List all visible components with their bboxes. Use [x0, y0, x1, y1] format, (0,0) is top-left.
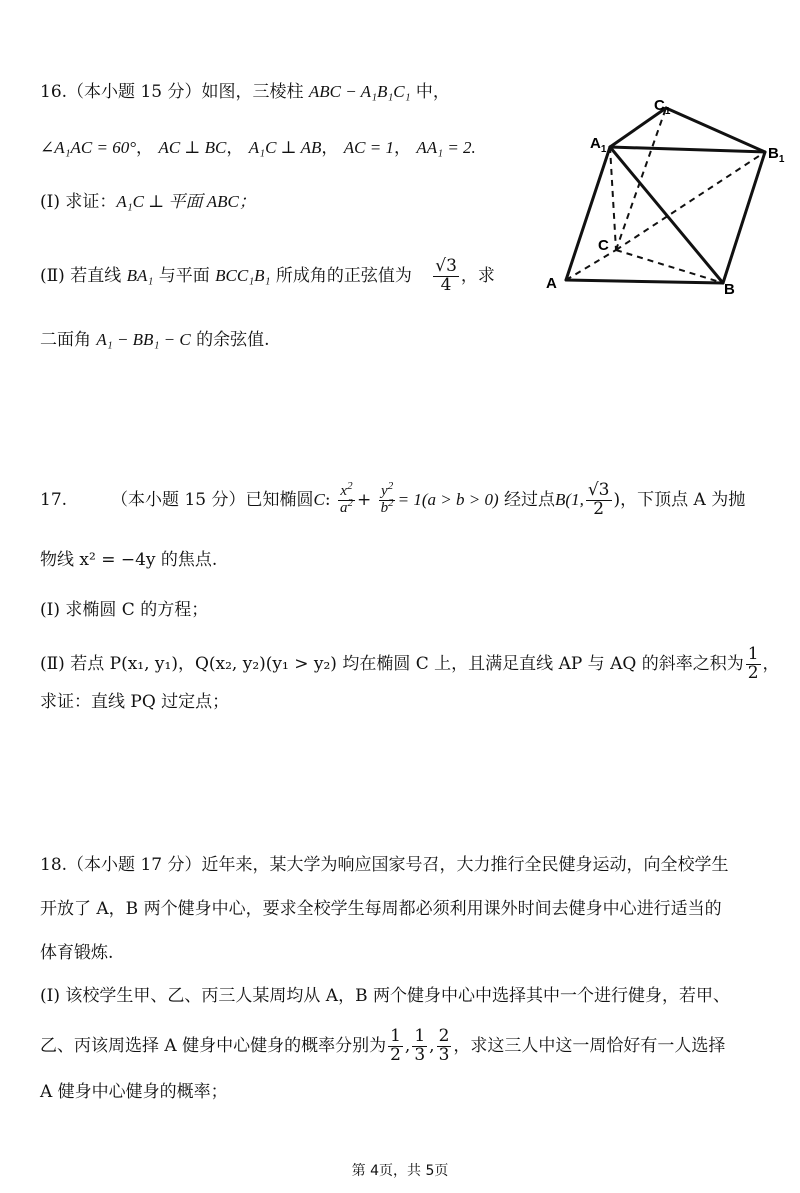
q18-part1-line1: (Ⅰ) 该校学生甲、乙、丙三人某周均从 A，B 两个健身中心中选择其中一个进行健身，若甲、 [40, 986, 730, 1006]
q16-part2-line2-b: 的余弦值. [190, 330, 270, 350]
q17-slope-den: 2 [747, 662, 759, 683]
q16-part1-text: 求证： [65, 192, 117, 212]
page-footer: 第 4页，共 5页 [351, 1163, 449, 1179]
edge-a-b [566, 280, 723, 283]
q16-part2-line2 [40, 328, 269, 352]
q16-cond-aa1: AA₁ = 2. [416, 138, 476, 157]
q17-point-b-den: 2 [593, 498, 605, 519]
q16-sine-den: 4 [440, 274, 452, 295]
q17-part2-end: ， [762, 653, 780, 674]
q17-number: 17. [40, 489, 68, 510]
q17-point-b-fraction [586, 482, 612, 519]
edge-a1-b1 [610, 147, 765, 152]
edge-b-b1 [723, 152, 765, 283]
q18-p1-num: 1 [390, 1026, 401, 1046]
q16-dihedral: A₁ − BB₁ − C [96, 330, 191, 349]
q16-score: （本小题 15 分） [67, 82, 202, 102]
q16-text: 如图，三棱柱 [201, 82, 309, 102]
q16-part2-label: (Ⅱ) [40, 265, 65, 286]
prism-figure [540, 90, 800, 305]
q18-part1-line2-a: 乙、丙该周选择 A 健身中心健身的概率分别为 [40, 1035, 387, 1056]
q16-cond-perp2: A₁C ⊥ AB [248, 138, 322, 157]
q16-number: 16. [40, 82, 68, 102]
q18-prob-2 [412, 1028, 427, 1065]
q17-point-b-num: √3 [587, 480, 610, 500]
q16-sep: ， [321, 138, 339, 158]
q16-cond-ac: AC = 1 [343, 138, 394, 157]
q17-part1: (Ⅰ) 求椭圆 C 的方程； [40, 600, 209, 620]
q17-slope-fraction [746, 646, 761, 683]
edge-a1-c [610, 147, 616, 250]
q16-part2-plane: BCC₁B₁ [215, 265, 271, 285]
q17-point-b: B(1, [555, 489, 584, 509]
edge-c1-b1 [666, 108, 765, 152]
q16-cond-perp1: AC ⊥ BC [158, 138, 227, 157]
q18-line-3: 体育锻炼. [40, 943, 114, 963]
q17-line-2: 物线 x² = −4y 的焦点. [40, 550, 218, 570]
q16-text-end: 中， [410, 82, 450, 102]
q16-sine-fraction [433, 258, 459, 295]
q16-conditions [40, 136, 476, 160]
q18-number: 18. [40, 855, 68, 875]
q17-part2-text: (Ⅱ) 若点 P(x₁, y₁)，Q(x₂, y₂)(y₁ > y₂) 均在椭圆 C 上，且满足直线 AP 与 AQ 的斜率之积为 [40, 653, 744, 674]
q17-x-term: $\frac{x^2}{a^2}$ [339, 480, 353, 516]
edge-c-c1 [616, 108, 666, 250]
q16-sep: ， [136, 138, 154, 158]
q16-part2 [40, 258, 495, 295]
edge-c-b [616, 250, 723, 283]
q16-part2-text-b: 与平面 [153, 265, 216, 286]
q18-comma: , [429, 1035, 435, 1056]
q18-p1-den: 2 [390, 1044, 401, 1065]
q16-part1 [40, 190, 256, 214]
q16-part1-expr: A₁C ⊥ 平面 ABC； [116, 192, 256, 211]
label-c: C [598, 237, 609, 254]
q16-part2-text-a: 若直线 [70, 265, 127, 286]
q18-part1-line2-b: ，求这三人中这一周恰好有一人选择 [453, 1035, 726, 1056]
edge-a1-b [610, 147, 723, 283]
label-b: B [724, 281, 735, 298]
edge-c-b1 [616, 152, 765, 250]
q18-line-2: 开放了 A，B 两个健身中心，要求全校学生每周都必须利用课外时间去健身中心进行适当的 [40, 899, 722, 919]
q17-text3: )，下顶点 A 为抛 [613, 489, 746, 510]
q18-line1-text: 近年来，某大学为响应国家号召，大力推行全民健身运动，向全校学生 [201, 855, 729, 875]
q17-ellipse-rhs: = 1(a > b > 0) [397, 489, 499, 509]
q18-part1-line2 [40, 1028, 725, 1065]
q18-p3-num: 2 [438, 1026, 450, 1046]
q17-y-term: $\frac{y^2}{b^2}$ [380, 480, 394, 516]
q16-sine-num: √3 [435, 256, 457, 276]
label-b1: $B_1$ [768, 145, 785, 165]
q17-part2-line2: 求证：直线 PQ 过定点； [40, 692, 230, 712]
q16-part2-text-c: 所成角的正弦值为 [270, 265, 412, 286]
q18-part1-line3: A 健身中心健身的概率； [40, 1082, 228, 1102]
q18-p3-den: 3 [438, 1044, 450, 1065]
q17-text1: 已知椭圆 [245, 489, 314, 510]
q16-part2-text-d: ，求 [460, 265, 495, 286]
q18-p2-num: 1 [414, 1026, 426, 1046]
q18-line-1 [40, 853, 729, 877]
q16-sep: ， [394, 138, 411, 158]
q16-prism-name: ABC − A₁B₁C₁ [308, 82, 411, 101]
q17-text2: 经过点 [504, 489, 556, 510]
label-a1: $A_1$ [590, 135, 607, 155]
label-c1: $C_1$ [654, 97, 671, 117]
q18-prob-1 [388, 1028, 403, 1065]
q16-line-1 [40, 80, 450, 104]
q17-slope-num: 1 [747, 644, 759, 664]
q17-score: （本小题 15 分） [111, 489, 246, 510]
q18-p2-den: 3 [414, 1044, 426, 1065]
q16-sep: ， [226, 138, 244, 158]
q16-part1-label: (Ⅰ) [40, 192, 60, 212]
q16-part2-line: BA₁ [126, 265, 154, 285]
q16-part2-line2-a: 二面角 [40, 330, 97, 350]
q17-line-1: 17. （本小题 15 分）已知椭圆C: $\frac{x^2}{a^2}$ + $\frac{y^2}{b^2}$ = 1(a > b > 0) 经过点B(1, $\frac{√3}{2}$ )，下顶点 A 为抛 [40, 480, 746, 519]
q18-prob-3 [437, 1028, 452, 1065]
q17-ellipse-name: C [313, 489, 325, 509]
q17-part2 [40, 646, 780, 683]
label-a: A [546, 275, 557, 292]
edge-a-a1 [566, 147, 610, 280]
q18-score: （本小题 17 分） [67, 855, 202, 875]
q16-cond-angle: ∠A₁AC = 60° [40, 138, 137, 157]
q18-comma: , [404, 1035, 411, 1056]
